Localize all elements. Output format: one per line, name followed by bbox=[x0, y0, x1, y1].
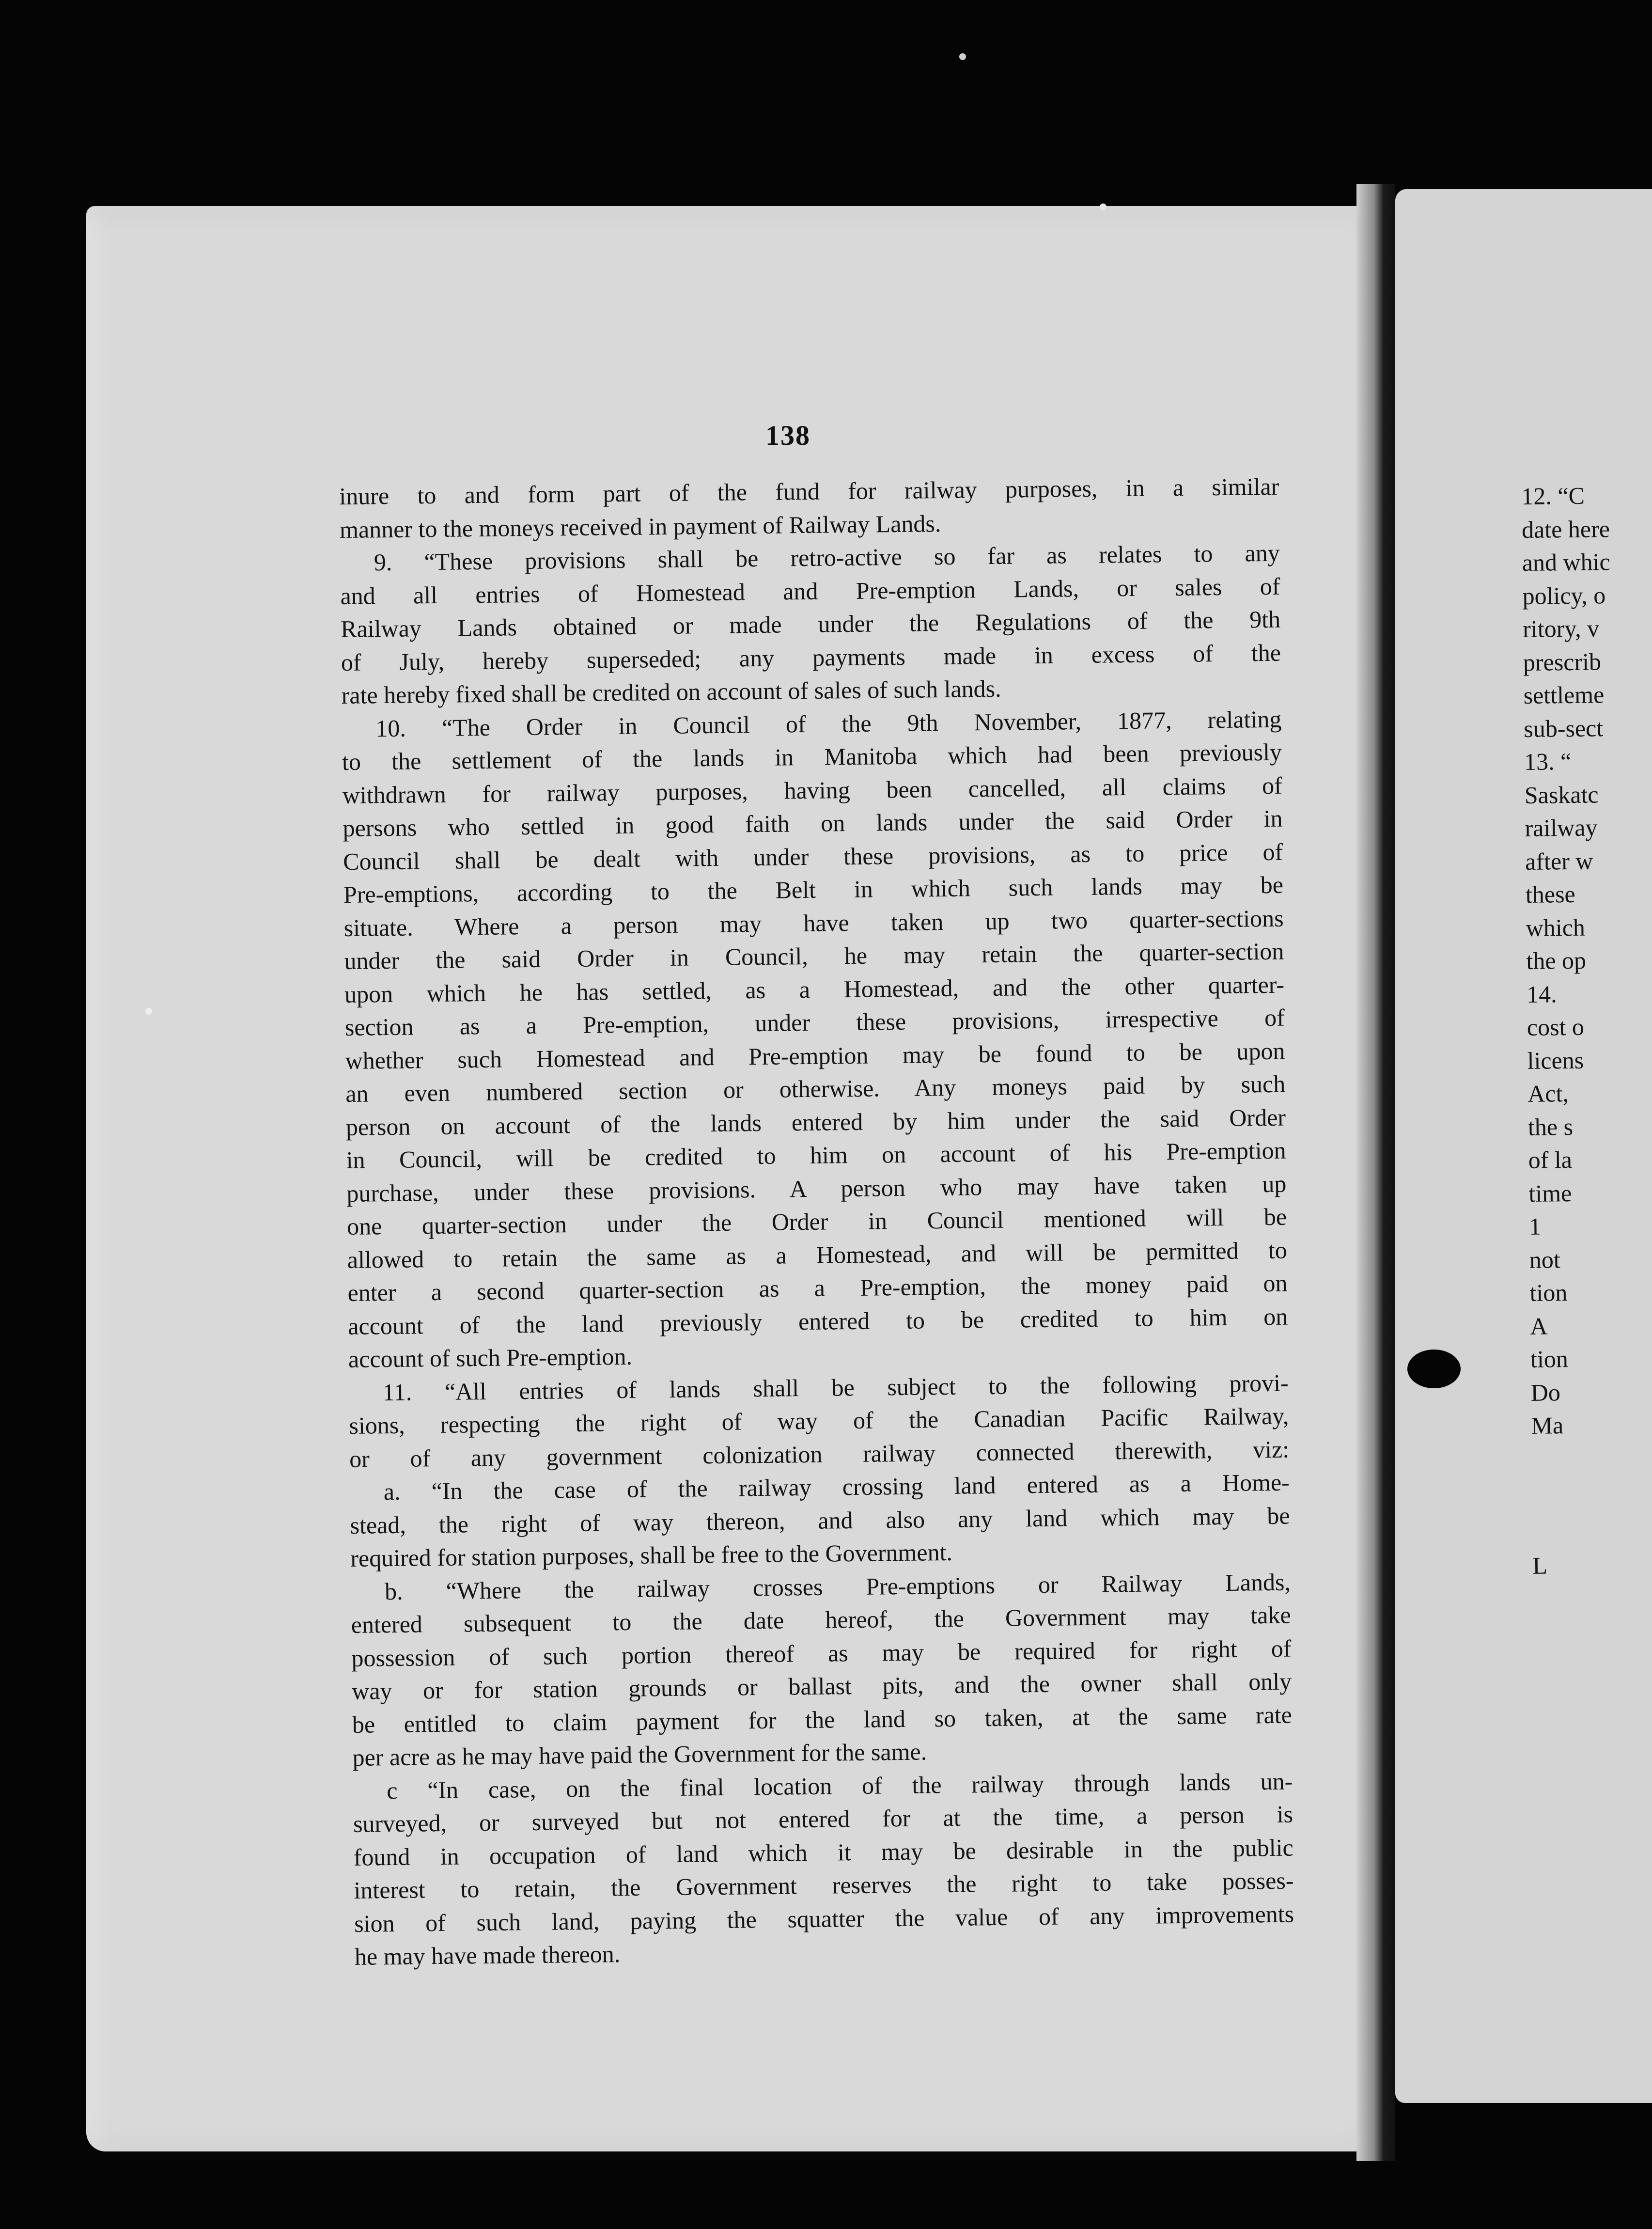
right-page-line-fragment bbox=[1531, 1441, 1652, 1549]
text-line: under the said Order in Council, he may retain the quarter-section bbox=[344, 937, 1284, 974]
text-line: 11. “All entries of lands shall be subject to the following provi- bbox=[382, 1369, 1289, 1406]
text-line: section as a Pre-emption, under these provisions, irrespective of bbox=[344, 1004, 1285, 1041]
text-line: Council shall be dealt with under these provisions, as to price of bbox=[343, 838, 1283, 875]
binding-hole bbox=[1407, 1350, 1461, 1388]
text-line: whether such Homestead and Pre-emption may be found to be upon bbox=[345, 1037, 1285, 1074]
text-line: way or for station grounds or ballast pits, and the owner shall only bbox=[351, 1667, 1292, 1705]
text-line: Pre-emptions, according to the Belt in which such lands may be bbox=[343, 871, 1284, 908]
right-page-line-fragment: licens bbox=[1527, 1046, 1584, 1074]
right-page-line-fragment: 13. “ bbox=[1524, 747, 1572, 775]
text-line: possession of such portion thereof as may be required for right of bbox=[351, 1634, 1292, 1672]
right-page-line-fragment: these bbox=[1525, 880, 1575, 908]
right-page-line-fragment: after w bbox=[1525, 847, 1593, 875]
right-page-line-fragment: 1 bbox=[1528, 1212, 1542, 1240]
text-line: a. “In the case of the railway crossing land entered as a Home- bbox=[383, 1468, 1290, 1506]
book-gutter bbox=[1356, 184, 1395, 2161]
text-line: persons who settled in good faith on lands under the said Order in bbox=[343, 804, 1283, 842]
dust-speck bbox=[1100, 204, 1107, 210]
right-page-line-fragment: 14. bbox=[1526, 980, 1557, 1008]
text-line: 9. “These provisions shall be retro-active so far as relates to any bbox=[374, 539, 1280, 576]
text-line: and all entries of Homestead and Pre-emption Lands, or sales of bbox=[340, 572, 1280, 610]
text-line: person on account of the lands entered by him under the said Order bbox=[345, 1103, 1286, 1141]
text-line: account of such Pre-emption. bbox=[348, 1342, 633, 1373]
text-line: per acre as he may have paid the Government for the same. bbox=[352, 1738, 927, 1771]
text-line: sion of such land, paying the squatter the value of any improvements bbox=[354, 1900, 1294, 1937]
right-page-line-fragment: ritory, v bbox=[1522, 614, 1600, 643]
right-page-line-fragment: 12. “C bbox=[1521, 482, 1585, 510]
right-page-line-fragment: L bbox=[1532, 1552, 1548, 1579]
right-page-fragment-text bbox=[1521, 478, 1652, 1582]
right-page-line-fragment: time bbox=[1528, 1179, 1572, 1207]
text-line: surveyed, or surveyed but not entered for at the time, a person is bbox=[353, 1800, 1294, 1837]
right-page-line-fragment: tion bbox=[1529, 1279, 1568, 1306]
right-page-line-fragment: not bbox=[1529, 1245, 1561, 1273]
right-page-line-fragment: Saskatc bbox=[1524, 780, 1599, 809]
right-page-line-fragment: and whic bbox=[1522, 548, 1610, 576]
text-line: rate hereby fixed shall be credited on account of sales of such lands. bbox=[341, 675, 1001, 709]
text-line: sions, respecting the right of way of the Canadian Pacific Railway, bbox=[349, 1402, 1289, 1439]
text-line: or of any government colonization railway connected therewith, viz: bbox=[349, 1435, 1290, 1473]
text-line: interest to retain, the Government reserves the right to take posses- bbox=[354, 1867, 1294, 1904]
text-line: in Council, will be credited to him on account of his Pre-emption bbox=[346, 1136, 1286, 1174]
text-line: found in occupation of land which it may be desirable in the public bbox=[353, 1834, 1294, 1871]
text-line: required for station purposes, shall be free to the Government. bbox=[350, 1538, 953, 1572]
right-page-line-fragment: sub-sect bbox=[1524, 714, 1604, 742]
text-line: he may have made thereon. bbox=[354, 1940, 621, 1970]
text-line: to the settlement of the lands in Manitoba which had been previously bbox=[342, 738, 1282, 775]
right-page-line-fragment: cost o bbox=[1527, 1013, 1585, 1041]
right-page-line-fragment: settleme bbox=[1523, 681, 1605, 709]
text-line: allowed to retain the same as a Homestead, and will be permitted to bbox=[347, 1236, 1288, 1273]
right-page-line-fragment: Do bbox=[1530, 1378, 1561, 1406]
text-line: c “In case, on the final location of the railway through lands un- bbox=[387, 1767, 1293, 1804]
text-line: enter a second quarter-section as a Pre-emption, the money paid on bbox=[347, 1269, 1288, 1306]
text-line: account of the land previously entered to be credited to him on bbox=[347, 1303, 1288, 1340]
text-line: upon which he has settled, as a Homestead, and the other quarter- bbox=[344, 971, 1285, 1008]
right-page-line-fragment: Act, bbox=[1527, 1080, 1569, 1107]
text-line: stead, the right of way thereon, and also any land which may be bbox=[350, 1502, 1290, 1539]
page-number: 138 bbox=[765, 420, 810, 451]
right-page-line-fragment: prescrib bbox=[1523, 647, 1602, 676]
text-line: situate. Where a person may have taken up two quarter-sections bbox=[343, 904, 1284, 942]
dust-speck bbox=[959, 53, 966, 60]
right-page-line-fragment: Ma bbox=[1531, 1412, 1564, 1439]
right-page-line-fragment: the op bbox=[1526, 946, 1587, 974]
text-line: be entitled to claim payment for the land so taken, at the same rate bbox=[352, 1701, 1293, 1738]
right-page-line-fragment: A bbox=[1529, 1312, 1548, 1340]
right-page-line-fragment: railway bbox=[1525, 814, 1598, 842]
text-line: one quarter-section under the Order in Council mentioned will be bbox=[346, 1203, 1287, 1240]
text-line: 10. “The Order in Council of the 9th November, 1877, relating bbox=[375, 705, 1282, 742]
text-line: purchase, under these provisions. A person who may have taken up bbox=[346, 1170, 1287, 1207]
right-page-line-fragment: policy, o bbox=[1522, 581, 1606, 610]
text-line: of July, hereby superseded; any payments made in excess of the bbox=[341, 639, 1281, 676]
text-line: withdrawn for railway purposes, having been cancelled, all claims of bbox=[342, 771, 1282, 809]
text-line: entered subsequent to the date hereof, the Government may take bbox=[351, 1601, 1291, 1638]
text-line: Railway Lands obtained or made under the Regulations of the 9th bbox=[340, 605, 1281, 643]
text-line: manner to the moneys received in payment of Railway Lands. bbox=[339, 509, 941, 543]
right-page-line-fragment: the s bbox=[1527, 1113, 1574, 1141]
text-line: an even numbered section or otherwise. Any moneys paid by such bbox=[345, 1070, 1286, 1107]
text-line: b. “Where the railway crosses Pre-emptions or Railway Lands, bbox=[384, 1568, 1291, 1605]
right-page-line-fragment: tion bbox=[1530, 1345, 1569, 1373]
left-page-body-text bbox=[339, 470, 1294, 1974]
right-page-line-fragment: which bbox=[1526, 913, 1586, 942]
right-page-line-fragment: date here bbox=[1521, 515, 1610, 543]
right-page-line-fragment: of la bbox=[1528, 1146, 1573, 1174]
dust-speck bbox=[145, 1008, 152, 1015]
text-line: inure to and form part of the fund for railway purposes, in a similar bbox=[339, 472, 1279, 510]
